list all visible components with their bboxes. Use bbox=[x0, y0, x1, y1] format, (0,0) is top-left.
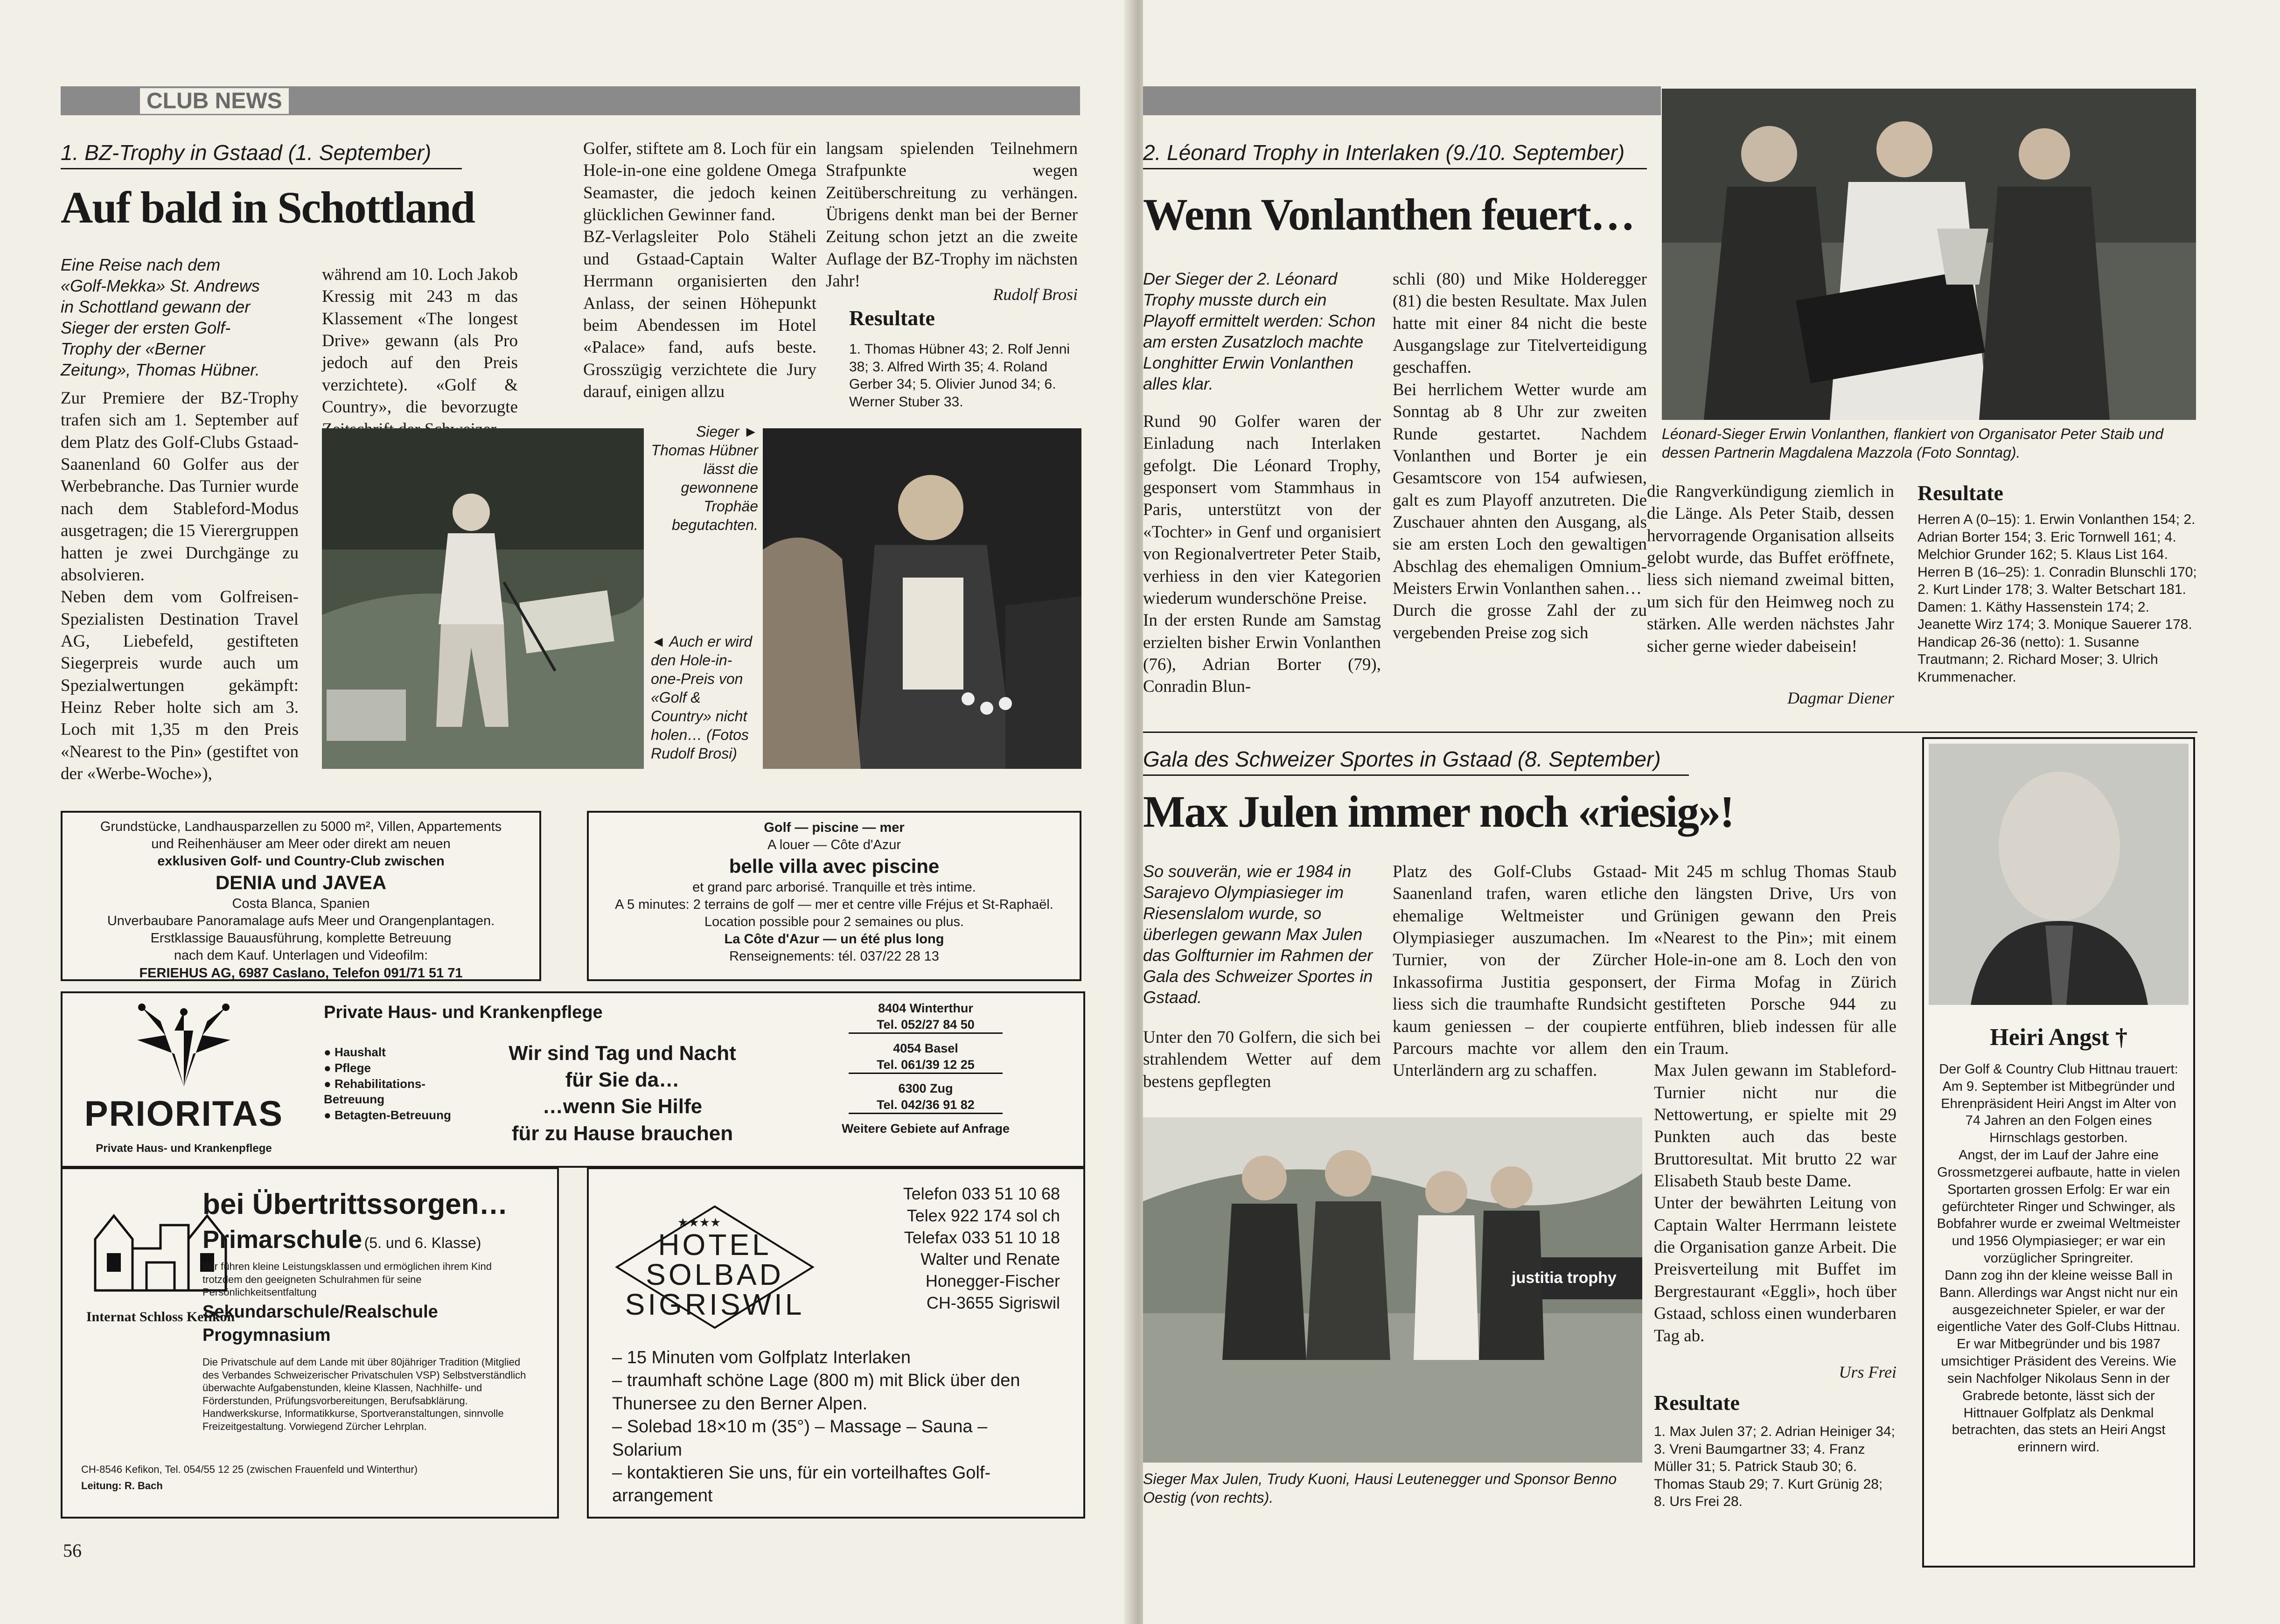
caption-winner: Sieger ► Thomas Hübner lässt die gewonnene Trophäe begutachten. bbox=[651, 423, 758, 533]
ad-denia-line2: und Reihenhäuser am Meer oder direkt am neuen bbox=[151, 836, 451, 852]
hotel-stars: ★★★★ bbox=[677, 1216, 721, 1229]
prioritas-service-label: Betagten-Betreuung bbox=[334, 1108, 451, 1122]
article1-kicker: 1. BZ-Trophy in Gstaad (1. September) bbox=[61, 140, 462, 169]
prioritas-slogan: Wir sind Tag und Nacht für Sie da… …wenn Sie Hilfe für zu Hause brauchen bbox=[509, 1042, 736, 1145]
kefikon-subtitle: Primarschule bbox=[202, 1226, 363, 1254]
article3-kicker: Gala des Schweizer Sportes in Gstaad (8. September) bbox=[1143, 746, 1689, 776]
leonard-photo-caption: Léonard-Sieger Erwin Vonlanthen, flankiert von Organisator Peter Staib und dessen Partnerin Magdalena Mazzola (Foto Sonntag). bbox=[1662, 425, 2163, 461]
prioritas-more: Weitere Gebiete auf Anfrage bbox=[841, 1122, 1010, 1136]
trophy-photo bbox=[763, 428, 1081, 769]
ad-villa-line3: et grand parc arborisé. Tranquille et très intime. bbox=[692, 879, 976, 895]
article3-results-heading: Resultate bbox=[1654, 1391, 1740, 1415]
office-tel: Tel. 052/27 84 50 bbox=[849, 1017, 1003, 1034]
justitia-banner: justitia trophy bbox=[1512, 1269, 1617, 1287]
article1-signature: Rudolf Brosi bbox=[993, 285, 1078, 304]
ad-villa-line6: La Côte d'Azur — un été plus long bbox=[724, 932, 944, 947]
ad-kefikon bbox=[61, 1167, 559, 1519]
julen-photo-caption: Sieger Max Julen, Trudy Kuoni, Hausi Leutenegger und Sponsor Benno Oestig (von rechts). bbox=[1143, 1471, 1617, 1506]
ad-denia-line7: nach dem Kauf. Unterlagen und Videofilm: bbox=[174, 948, 428, 963]
hotel-name-line: SIGRISWIL bbox=[625, 1288, 805, 1321]
divider bbox=[1143, 732, 2197, 733]
article2-col2: schli (80) und Mike Holderegger (81) die besten Resultate. Max Julen hatte mit einer 84 nicht die beste Ausgangslage zur Titelverteidigung geschaffen. Bei herrlichem Wetter wurde am Sonntag ab 8 Uhr zur zweiten Runde gestartet. Nachdem Vonlanthen und Borter je ein Gesamtscore von 154 aufwiesen, galt es zum Playoff anzutreten. Die Zuschauer ahnten den Ausgang, als sie am ersten Loch den gewaltigen Abschlag des ehemaligen Omnium-Meisters Erwin Vonlanthen sahen… Durch die grosse Zahl der zu vergebenden Preise zog sich bbox=[1393, 270, 1647, 642]
article3-signature: Urs Frei bbox=[1839, 1363, 1897, 1381]
prioritas-service-label: Pflege bbox=[334, 1060, 371, 1075]
article1-col2: während am 10. Loch Jakob Kressig mit 243 m das Klassement «The longest Drive» gewann (als Pro jedoch auf den Preis verzichtete). «Golf & Country», die bevorzugte bbox=[322, 265, 518, 417]
obituary-box bbox=[1922, 737, 2195, 1568]
kefikon-lead: Leitung: R. Bach bbox=[81, 1480, 163, 1492]
hotel-bullet-text: kontaktieren Sie uns, für ein vorteilhaftes Golf-arrangement bbox=[612, 1463, 991, 1506]
article3-col1: Unter den 70 Golfern, die sich bei strahlendem Wetter auf dem bestens gepflegten bbox=[1143, 1028, 1381, 1091]
ad-denia-contact: FERIEHUS AG, 6987 Caslano, Telefon 091/71 51 71 bbox=[139, 965, 463, 981]
angst-portrait-art bbox=[1929, 744, 2189, 1005]
prioritas-service-label: Rehabilitations-Betreuung bbox=[324, 1076, 425, 1107]
kefikon-progymnasium: Progymnasium bbox=[202, 1325, 331, 1345]
golfer-photo bbox=[322, 428, 644, 769]
ad-denia-line6: Erstklassige Bauausführung, komplette Betreuung bbox=[150, 931, 452, 946]
kefikon-subtitle-line bbox=[202, 1225, 481, 1254]
kefikon-logo-name: Internat Schloss Kefikon bbox=[86, 1309, 235, 1324]
hotel-bullet-text: traumhaft schöne Lage (800 m) mit Blick über den Thunersee zu den Berner Alpen. bbox=[612, 1371, 1020, 1414]
article1-col4: langsam spielenden Teilnehmern Strafpunkte wegen Zeitüberschreitung zu verhängen. Übrigens denkt man bei der Berner Zeitung schon jetzt an die zweite Auflage der BZ-Trophy im nächsten Jahr! bbox=[826, 139, 1078, 291]
article3-lead: So souverän, wie er 1984 in Sarajevo Olympiasieger im Riesenslalom wurde, so überlegen gewann Max Julen das Golfturnier im Rahmen der Gala des Schweizer Sportes in Gstaad. bbox=[1143, 862, 1373, 1007]
prioritas-logo-sub: Private Haus- und Krankenpflege bbox=[96, 1142, 272, 1155]
prioritas-service: ● Pflege bbox=[324, 1060, 371, 1075]
ad-villa bbox=[587, 811, 1081, 981]
article1-col1: Zur Premiere der BZ-Trophy trafen sich am 1. September auf dem Platz des Golf-Clubs Gstaad-Saanenland 60 Golfer aus der Werbebranche. Das Turnier wurde nach dem Stableford-Modus ausgetragen; die 15 Vierergruppen hatten je zwei Durchgänge zu absolvieren. Neben dem vom Golfreisen-Spezialisten Destination Travel AG, Liebefeld, gestifteten Siegerpreis wurde auch um Spezialwertungen gekämpft: Heinz Reber holte sich am 3. Loch mit 1,35 m den Preis «Nearest to the Pin» (gestiftet von der «Werbe-Woche»), bbox=[61, 389, 299, 784]
golfer-photo-art bbox=[322, 428, 644, 769]
prioritas-service: ● Rehabilitations-Betreuung bbox=[324, 1076, 425, 1107]
ad-denia-line4: Costa Blanca, Spanien bbox=[232, 896, 370, 912]
page-number: 56 bbox=[63, 1540, 82, 1561]
kefikon-title: bei Übertrittssorgen… bbox=[202, 1188, 508, 1220]
hotel-bullet: – Solebad 18×10 m (35°) – Massage – Sauna – Solarium bbox=[612, 1417, 988, 1460]
section-bar-right bbox=[1143, 86, 1661, 115]
prioritas-service: ● Betagten-Betreuung bbox=[324, 1108, 451, 1122]
angst-portrait bbox=[1929, 744, 2189, 1005]
obituary-text: Der Golf & Country Club Hittnau trauert: Am 9. September ist Mitbegründer und Ehrenpräsident Heiri Angst im Alter von 74 Jahren an den Folgen eines Hirnschlags gestorben. Angst, der im Lauf der Jahre eine Grossmetzgerei aufbaute, hatte in vielen Sportarten grossen Erfolg: Er war ein gefürchteter Ringer und Schwinger, als Bobfahrer wurde er zweimal Weltmeister und 1956 Olympiasieger; er war ein vorzüglicher Springreiter. Dann zog ihn der kleine weisse Ball in Bann. Allerdings war Angst nicht nur ein ausgezeichneter Spieler, er war der eigentliche Vater des Golf-Clubs Hittnau. Er war Mitbegründer und bis 1987 umsichtiger Präsident des Vereins. Wie sein Nachfolger Nikolaus Senn in der Grabrede betonte, lässt sich der Hittnauer Golfplatz als Denkmal betrachten, das stets an Heiri Angst erinnern wird. bbox=[1937, 1062, 2181, 1455]
article2-kicker: 2. Léonard Trophy in Interlaken (9./10. September) bbox=[1143, 140, 1647, 169]
club-news-label-box bbox=[65, 86, 289, 115]
right-page bbox=[1143, 0, 2280, 1624]
office-city: 8404 Winterthur bbox=[878, 1001, 973, 1015]
kefikon-secondary: Sekundarschule/Realschule bbox=[202, 1302, 438, 1322]
leonard-photo-art bbox=[1662, 89, 2196, 420]
hotel-bullet-text: 15 Minuten vom Golfplatz Interlaken bbox=[627, 1348, 911, 1367]
ad-villa-line1: Golf — piscine — mer bbox=[764, 820, 905, 835]
ad-villa-line2: A louer — Côte d'Azur bbox=[767, 837, 901, 853]
office-city: 6300 Zug bbox=[898, 1081, 953, 1096]
hotel-bullet: – 15 Minuten vom Golfplatz Interlaken bbox=[612, 1348, 911, 1367]
article2-col1: Rund 90 Golfer waren der Einladung nach Interlaken gefolgt. Die Léonard Trophy, gesponsert vom Stammhaus in Paris, unterstützt von der «Tochter» in Genf und organisiert von Regionalvertreter Peter Staib, verhiess in den vier Kategorien wiederum wunderschöne Preise. In der ersten Runde am Samstag erzielten bisher Erwin Vonlanthen (76), Adrian Borter (79), Conradin Blun- bbox=[1143, 412, 1381, 697]
kefikon-contact: CH-8546 Kefikon, Tel. 054/55 12 25 (zwischen Frauenfeld und Winterthur) bbox=[81, 1464, 418, 1475]
leonard-photo bbox=[1662, 89, 2196, 420]
julen-photo bbox=[1143, 1117, 1642, 1463]
article3-headline: Max Julen immer noch «riesig»! bbox=[1143, 787, 1734, 836]
prioritas-offices bbox=[809, 1000, 1042, 1137]
hotel-name-line: HOTEL bbox=[658, 1228, 772, 1262]
article2-headline: Wenn Vonlanthen feuert… bbox=[1143, 189, 1634, 239]
hotel-name bbox=[607, 1230, 822, 1319]
ad-denia-title: DENIA und JAVEA bbox=[215, 871, 387, 894]
jester-icon bbox=[132, 1003, 235, 1096]
ad-villa-line4: A 5 minutes: 2 terrains de golf — mer et centre ville Fréjus et St-Raphaël. bbox=[615, 897, 1053, 913]
julen-photo-art bbox=[1143, 1117, 1642, 1463]
ad-villa-line7: Renseignements: tél. 037/22 28 13 bbox=[729, 949, 939, 964]
article2-signature: Dagmar Diener bbox=[1787, 689, 1894, 707]
article1-results: 1. Thomas Hübner 43; 2. Rolf Jenni 38; 3. Alfred Wirth 35; 4. Roland Gerber 34; 5. Olivier Junod 34; 6. Werner Stuber 33. bbox=[849, 342, 1070, 410]
ad-denia-line5: Unverbaubare Panoramalage aufs Meer und Orangenplantagen. bbox=[107, 913, 495, 929]
caption-hole-in-one: ◄ Auch er wird den Hole-in-one-Preis von «Golf & Country» nicht holen… (Fotos Rudolf Brosi) bbox=[651, 633, 753, 762]
hotel-contact: Telefon 033 51 10 68 Telex 922 174 sol ch Telefax 033 51 10 18 Walter und Renate Honegger-Fischer CH-3655 Sigriswil bbox=[903, 1184, 1060, 1312]
hotel-bullet: – kontaktieren Sie uns, für ein vorteilhaftes Golf-arrangement bbox=[612, 1463, 991, 1506]
hotel-name-line: SOLBAD bbox=[646, 1258, 784, 1291]
prioritas-logo: PRIORITAS bbox=[84, 1094, 284, 1134]
office-tel: Tel. 061/39 12 25 bbox=[849, 1057, 1003, 1074]
ad-hotel-sigriswil bbox=[587, 1167, 1085, 1519]
prioritas-services bbox=[324, 1045, 454, 1123]
ad-villa-title: belle villa avec piscine bbox=[729, 855, 940, 878]
obituary-title: Heiri Angst † bbox=[1990, 1024, 2127, 1051]
trophy-photo-art bbox=[763, 428, 1081, 769]
article2-results: Herren A (0–15): 1. Erwin Vonlanthen 154; 2. Adrian Borter 154; 3. Eric Tornwell 161; 4. Melchior Grunder 162; 5. Klaus List 164. Herren B (16–25): 1. Conradin Blunschli 170; 2. Kurt Linder 178; 3. Walter Betschart 181. Damen: 1. Käthy Hassenstein 174; 2. Jeanette Wirz 174; 3. Monique Sauerer 178. Handicap 26-36 (netto): 1. Susanne Trautmann; 2. Richard Moser; 3. Ulrich Krummenacher. bbox=[1917, 512, 2197, 685]
article3-col2: Platz des Golf-Clubs Gstaad-Saanenland trafen, waren etliche ehemalige Weltmeister und Olympiasieger auszumachen. Im Turnier, von der Zürcher Inkassofirma Justitia gesponsert, liess sich die traumhafte Rundsicht kaum geniessen – der coupierte Parcours machte vor allem den Unterländern arg zu schaffen. bbox=[1393, 862, 1647, 1080]
article1-lead: Eine Reise nach dem «Golf-Mekka» St. Andrews in Schottland gewann der Sieger der ersten Golf-Trophy der «Berner Zeitung», Thomas Hübner. bbox=[61, 255, 260, 379]
office-tel: Tel. 042/36 91 82 bbox=[849, 1097, 1003, 1115]
prioritas-heading: Private Haus- und Krankenpflege bbox=[324, 1003, 603, 1022]
kefikon-text1: Wir führen kleine Leistungsklassen und ermöglichen ihrem Kind trotzdem den geeigneten Schulrahmen für seine Persönlichkeitsentfaltung bbox=[202, 1261, 492, 1298]
article3-col3: Mit 245 m schlug Thomas Staub den längsten Drive, Urs von Grünigen gewann den Preis «Nearest to the Pin»; mit einem Hole-in-one am 8. Loch den von der Firma Mofag in Zürich gestifteten Porsche 944 zu entführen, blieb indessen für alle ein Traum. Max Julen gewann im Stableford-Turnier nicht nur die Nettowertung, er spielte mit 29 Punkten auch das beste Bruttoresultat. Mit brutto 22 war Elisabeth Staub beste Dame. Unter der bewährten Leitung von Captain Walter Herrmann leistete die Organisation ganze Arbeit. Die Preisverteilung mit Buffet im Bergrestaurant «Eggli», hoch über Gstaad, schloss einen wunderbaren Tag ab. bbox=[1654, 862, 1897, 1345]
office-city: 4054 Basel bbox=[893, 1041, 958, 1056]
prioritas-service: ● Haushalt bbox=[324, 1045, 386, 1059]
article3-results: 1. Max Julen 37; 2. Adrian Heiniger 34; 3. Vreni Baumgartner 33; 4. Franz Müller 31; 5. Patrick Staub 30; 6. Thomas Staub 29; 7. Kurt Grünig 28; 8. Urs Frei 28. bbox=[1654, 1424, 1895, 1509]
article2-col3: die Rangverkündigung ziemlich in die Länge. Als Peter Staib, dessen hervorragende Organisation allseits gelobt wurde, das Buffet eröffnete, liess sich niemand zweimal bitten, um sich für den Heimweg noch zu stärken. Alle werden nächstes Jahr sicher gerne wieder dabeisein! bbox=[1647, 482, 1894, 656]
ad-prioritas bbox=[61, 991, 1085, 1168]
left-page bbox=[0, 0, 1134, 1624]
hotel-bullet-text: Solebad 18×10 m (35°) – Massage – Sauna – Solarium bbox=[612, 1417, 988, 1460]
ad-denia-line3: exklusiven Golf- und Country-Club zwischen bbox=[157, 854, 445, 869]
article2-results-heading: Resultate bbox=[1917, 481, 2003, 505]
club-news-label: CLUB NEWS bbox=[140, 88, 289, 114]
kefikon-text2: Die Privatschule auf dem Lande mit über 80jähriger Tradition (Mitglied des Verbandes Schweizerischer Privatschulen VSP) Selbstverständlich überwachte Aufgabenstunden, kleine Klassen, Nachhilfe- und Förderstunden, Prüfungsvorbereitungen, Berufsabklärung. Handwerkskurse, Informatikkurse, Sportveranstaltungen, sinnvolle Freizeitgestaltung. Vorwiegend Zürcher Lehrplan. bbox=[202, 1356, 526, 1432]
article2-lead: Der Sieger der 2. Léonard Trophy musste durch ein Playoff ermittelt werden: Schon am ersten Zusatzloch machte Longhitter Erwin Vonlanthen alles klar. bbox=[1143, 269, 1376, 393]
hotel-bullet: – traumhaft schöne Lage (800 m) mit Blick über den Thunersee zu den Berner Alpen. bbox=[612, 1371, 1020, 1414]
kefikon-subtitle-note: (5. und 6. Klasse) bbox=[364, 1234, 481, 1251]
article1-results-heading: Resultate bbox=[849, 306, 935, 330]
ad-denia-line1: Grundstücke, Landhausparzellen zu 5000 m², Villen, Appartements bbox=[100, 819, 502, 834]
ad-villa-line5: Location possible pour 2 semaines ou plus. bbox=[704, 914, 964, 930]
prioritas-service-label: Haushalt bbox=[334, 1045, 386, 1059]
hotel-bullets bbox=[612, 1346, 1060, 1508]
article1-headline: Auf bald in Schottland bbox=[61, 182, 474, 232]
ad-denia-javea bbox=[61, 811, 541, 981]
article1-col3: Golfer, stiftete am 8. Loch für ein Hole-in-one eine goldene Omega Seamaster, die jedoch keinen glücklichen Gewinner fand. BZ-Verlagsleiter Polo Stäheli und Gstaad-Captain Walter Herrmann organisierten den Anlass, der seinen Höhepunkt beim Abendessen im Hotel «Palace» fand, aufs beste. Grosszügig verzichtete die Jury darauf, einigen allzu bbox=[583, 139, 816, 401]
